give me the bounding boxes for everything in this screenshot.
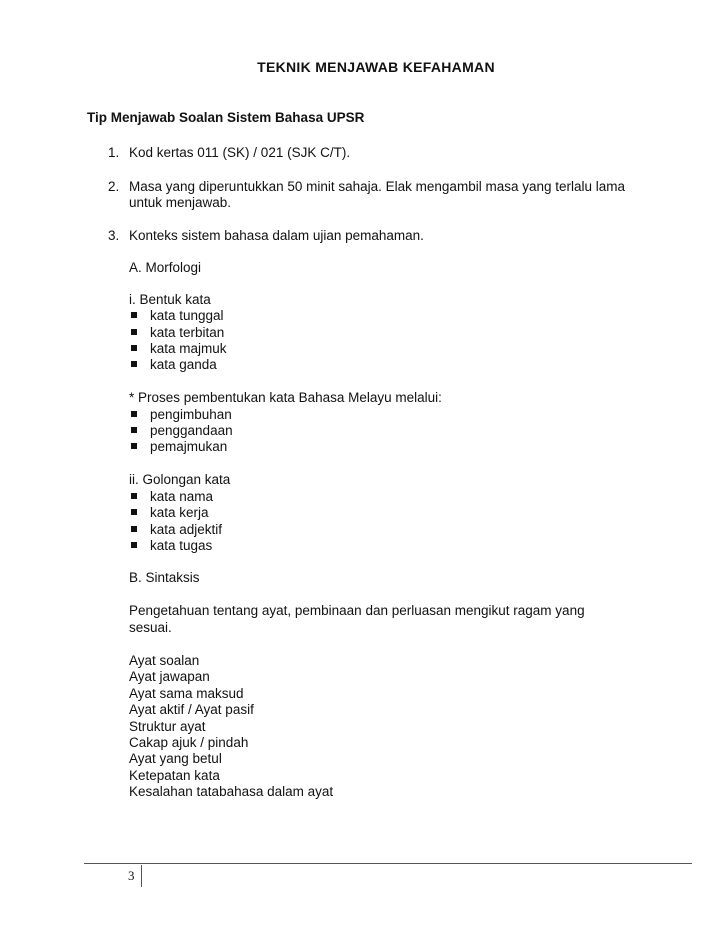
square-bullet-icon bbox=[131, 312, 137, 318]
item-1-text: Kod kertas 011 (SK) / 021 (SJK C/T). bbox=[129, 145, 351, 160]
list-item: kata kerja bbox=[131, 505, 209, 522]
list-item: penggandaan bbox=[131, 423, 233, 440]
list-item: Struktur ayat bbox=[129, 719, 206, 734]
sintaksis-heading: B. Sintaksis bbox=[129, 570, 200, 585]
square-bullet-icon bbox=[131, 345, 137, 351]
list-item: Ayat jawapan bbox=[129, 669, 210, 684]
footer-rule bbox=[84, 863, 692, 864]
square-bullet-icon bbox=[131, 329, 137, 335]
sintaksis-paragraph-line2: sesuai. bbox=[129, 620, 172, 635]
list-item: pemajmukan bbox=[131, 439, 227, 456]
item-2-text-line2: untuk menjawab. bbox=[129, 195, 232, 210]
list-item: kata tunggal bbox=[131, 308, 224, 325]
page-title: TEKNIK MENJAWAB KEFAHAMAN bbox=[257, 59, 495, 75]
bentuk-kata-heading: i. Bentuk kata bbox=[129, 292, 211, 307]
item-1-number: 1. bbox=[108, 145, 120, 160]
list-item: kata tugas bbox=[131, 538, 212, 555]
list-item: Ayat sama maksud bbox=[129, 686, 244, 701]
list-item: Kesalahan tatabahasa dalam ayat bbox=[129, 784, 334, 799]
square-bullet-icon bbox=[131, 542, 137, 548]
morfologi-heading: A. Morfologi bbox=[129, 260, 202, 275]
square-bullet-icon bbox=[131, 411, 137, 417]
list-item: kata adjektif bbox=[131, 522, 222, 539]
list-item: kata nama bbox=[131, 489, 213, 506]
square-bullet-icon bbox=[131, 493, 137, 499]
list-item: Cakap ajuk / pindah bbox=[129, 735, 249, 750]
list-item: kata ganda bbox=[131, 357, 217, 374]
item-3-text: Konteks sistem bahasa dalam ujian pemahaman. bbox=[129, 228, 424, 243]
item-2-number: 2. bbox=[108, 179, 120, 194]
golongan-kata-heading: ii. Golongan kata bbox=[129, 472, 231, 487]
sintaksis-paragraph-line1: Pengetahuan tentang ayat, pembinaan dan perluasan mengikut ragam yang bbox=[129, 603, 585, 618]
section-heading: Tip Menjawab Soalan Sistem Bahasa UPSR bbox=[87, 110, 365, 125]
proses-heading: * Proses pembentukan kata Bahasa Melayu melalui: bbox=[129, 390, 442, 405]
square-bullet-icon bbox=[131, 509, 137, 515]
list-item: Ketepatan kata bbox=[129, 768, 220, 783]
page-number: 3 bbox=[128, 868, 135, 883]
list-item: Ayat soalan bbox=[129, 653, 200, 668]
square-bullet-icon bbox=[131, 427, 137, 433]
square-bullet-icon bbox=[131, 526, 137, 532]
list-item: Ayat yang betul bbox=[129, 751, 222, 766]
footer-divider bbox=[141, 865, 142, 887]
list-item: Ayat aktif / Ayat pasif bbox=[129, 702, 254, 717]
square-bullet-icon bbox=[131, 443, 137, 449]
list-item: kata terbitan bbox=[131, 325, 224, 342]
list-item: kata majmuk bbox=[131, 341, 227, 358]
square-bullet-icon bbox=[131, 361, 137, 367]
list-item: pengimbuhan bbox=[131, 407, 232, 424]
item-3-number: 3. bbox=[108, 228, 120, 243]
item-2-text-line1: Masa yang diperuntukkan 50 minit sahaja. Elak mengambil masa yang terlalu lama bbox=[129, 179, 626, 194]
